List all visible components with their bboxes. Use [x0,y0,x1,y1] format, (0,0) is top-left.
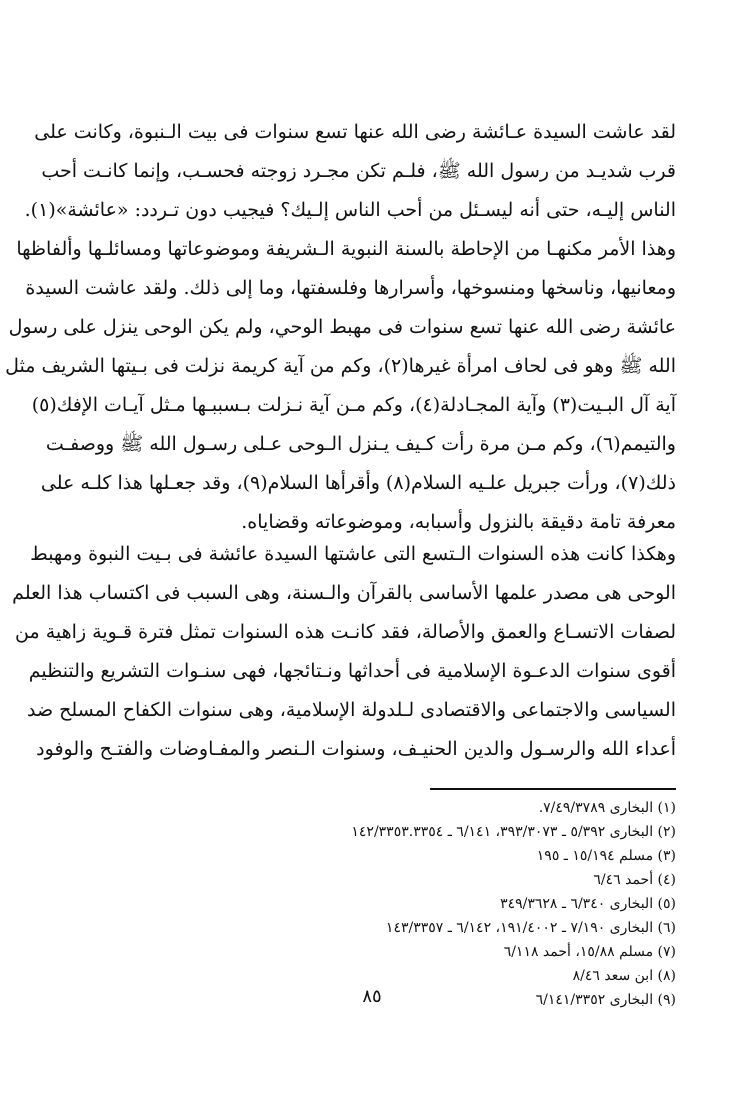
text-line: السياسى والاجتماعى والاقتصادى لـلدولة الإسلامية، وهى سنوات الكفاح المسلح ضد [27,699,676,721]
text-line: وهكذا كانت هذه السنوات الـتسع التى عاشتها السيدة عائشة فى بـيت النبوة ومهبط [30,543,676,565]
footnote-7: (٧) مسلم ١٥/٨٨، أحمد ٦/١١٨ [503,944,676,960]
text-line: الناس إليـه، حتى أنه ليسـئل من أحب الناس إلـيك؟ فيجيب دون تـردد: «عائشة»(١). [24,199,676,221]
body-paragraph-2 [12,535,676,769]
text-line: وهذا الأمر مكنهـا من الإحاطة بالسنة النبوية الـشريفة وموضوعاتها ومسائلـها وألفاظها [16,238,676,260]
text-line: أقوى سنوات الدعـوة الإسلامية فى أحداثها ونـتائجها، فهى سنـوات التشريع والتنظيم [28,660,676,682]
text-line: لصفات الاتسـاع والعمق والأصالة، فقد كانـت هذه السنوات تمثل فترة قـوية زاهية من [15,621,676,643]
footnotes [240,796,676,1012]
text-line: الله ﷺ وهو فى لحاف امرأة غيرها(٢)، وكم من آية كريمة نزلت فى بـيتها الشريف مثل [5,355,676,377]
footnote-8: (٨) ابن سعد ٨/٤٦ [572,968,676,984]
text-line: قرب شديـد من رسول الله ﷺ، فلـم تكن مجـرد زوجته فحسـب، وإنما كانـت أحب [41,160,676,182]
text-line: ومعانيها، وناسخها ومنسوخها، وأسرارها وفلسفتها، وما إلى ذلك. ولقد عاشت السيدة [25,277,676,299]
footnote-4: (٤) أحمد ٦/٤٦ [593,872,676,888]
footnote-9: (٩) البخارى ٦/١٤١/٣٣٥٢ [535,992,676,1008]
footnote-3: (٣) مسلم ١٥/١٩٤ ـ ١٩٥ [536,848,676,864]
text-line: الوحى هى مصدر علمها الأساسى بالقرآن والـسنة، وهى السبب فى اكتساب هذا العلم [12,582,676,604]
text-line: آية آل البـيت(٣) وآية المجـادلة(٤)، وكم مـن آية نـزلت بـسببـها مـثل آيـات الإفك(٥) [31,394,676,416]
text-line: عائشة رضى الله عنها تسع سنوات فى مهبط الوحي، ولم يكن الوحى ينزل على رسول [8,316,676,338]
page-number: ٨٥ [362,986,382,1007]
text-line: معرفة تامة دقيقة بالنزول وأسبابه، وموضوعاته وقضاياه. [241,511,676,533]
footnote-separator [430,788,676,790]
text-line: والتيمم(٦)، وكم مـن مرة رأت كـيف يـنزل الـوحى عـلى رسـول الله ﷺ ووصفـت [45,433,676,455]
text-line: أعداء الله والرسـول والدين الحنيـف، وسنوات الـنصر والمفـاوضات والفتـح والوفود [36,738,676,760]
text-line: لقد عاشت السيدة عـائشة رضى الله عنها تسع سنوات فى بيت الـنبوة، وكانت على [34,121,676,143]
footnote-2: (٢) البخارى ٥/٣٩٢ ـ ٣٩٣/٣٠٧٣، ٦/١٤١ ـ ١٤٢/٣٣٥٣.٣٣٥٤ [351,824,676,840]
footnote-5: (٥) البخارى ٦/٣٤٠ ـ ٣٤٩/٣٦٢٨ [500,896,676,912]
body-paragraph-1 [5,113,676,542]
text-line: ذلك(٧)، ورأت جبريل علـيه السلام(٨) وأقرأها السلام(٩)، وقد جعـلها هذا كلـه على [40,472,676,494]
footnote-1: (١) البخارى ٧/٤٩/٣٧٨٩. [538,800,676,816]
footnote-6: (٦) البخارى ٧/١٩٠ ـ ١٩١/٤٠٠٢، ٦/١٤٢ ـ ١٤٣/٣٣٥٧ [385,920,676,936]
